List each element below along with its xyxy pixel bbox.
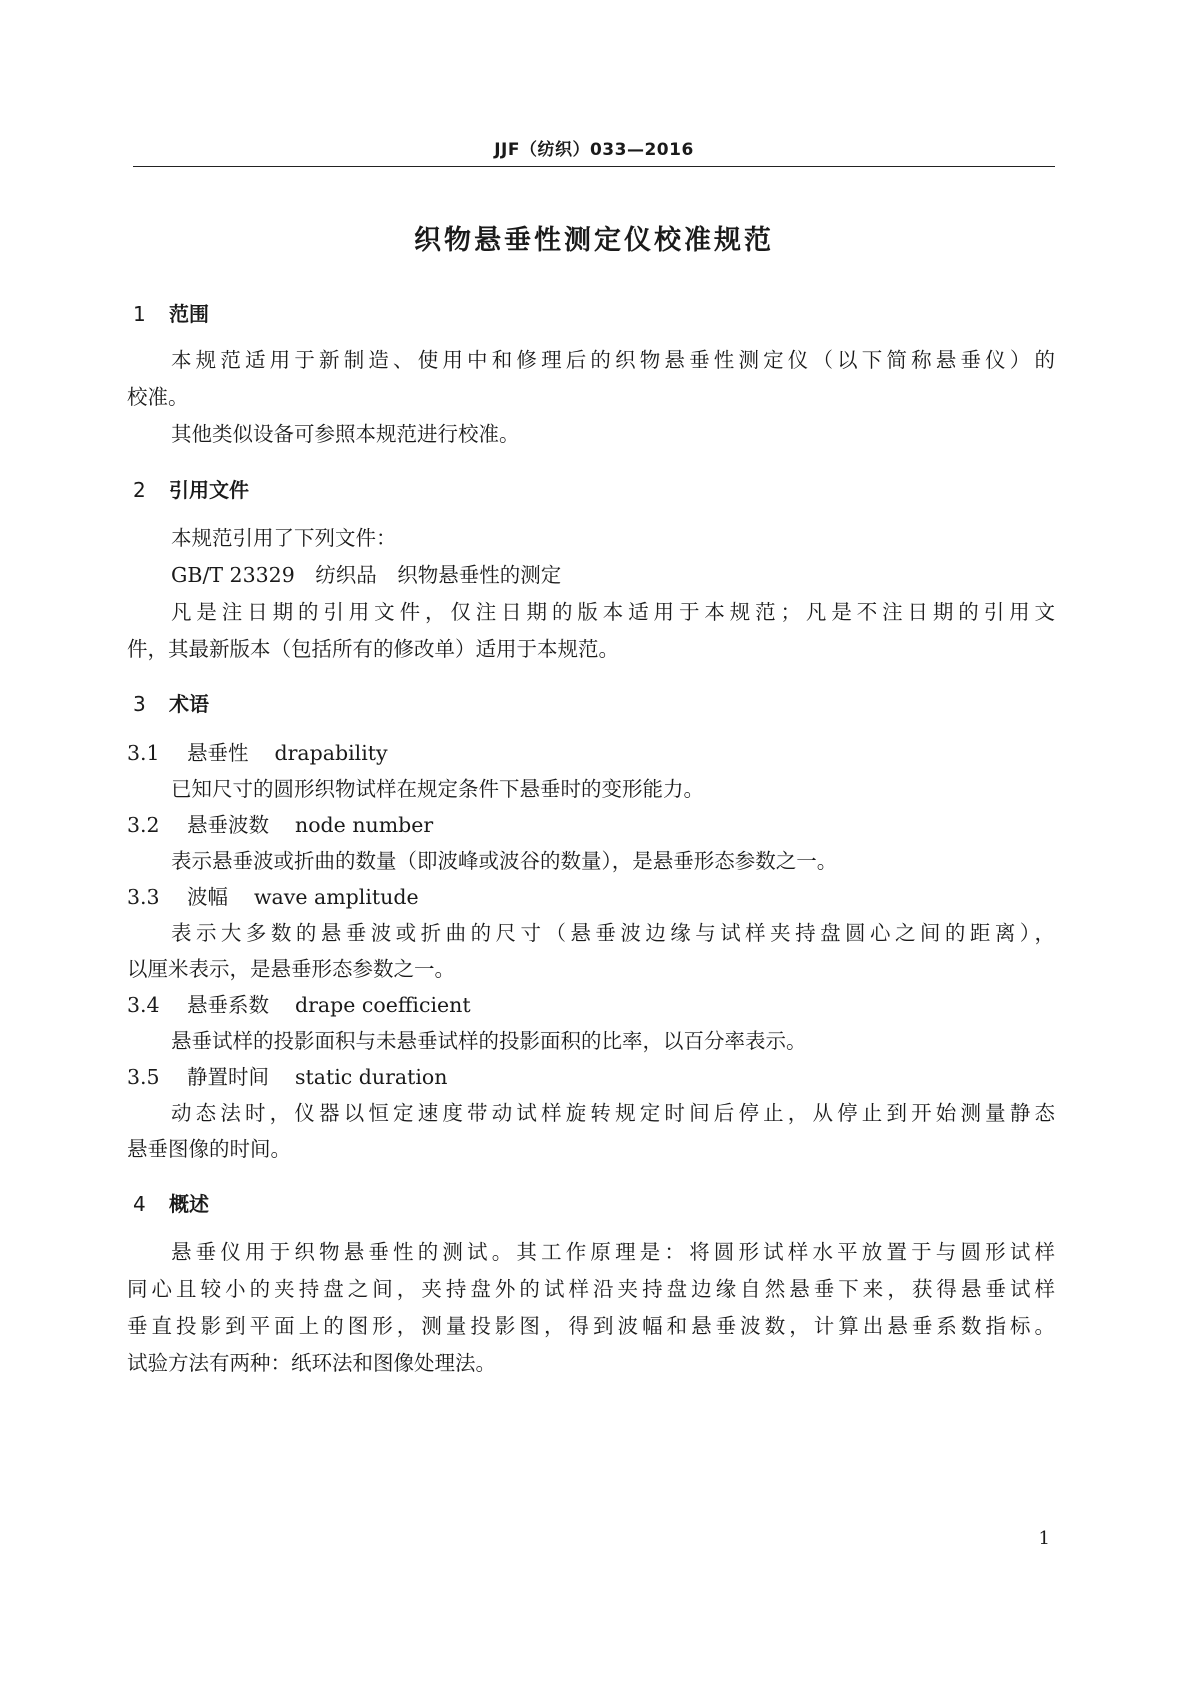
term-english: static duration — [295, 1065, 448, 1089]
section-title: 术语 — [169, 692, 209, 716]
header-divider — [133, 166, 1055, 167]
section-number: 4 — [133, 1192, 146, 1216]
term-english: wave amplitude — [254, 885, 419, 909]
section-number: 1 — [133, 302, 146, 326]
term-number: 3.3 — [127, 885, 160, 909]
term-definition: 动态法时，仪器以恒定速度带动试样旋转规定时间后停止，从停止到开始测量静态 — [171, 1101, 1055, 1125]
section-title: 范围 — [169, 302, 209, 326]
term-number: 3.2 — [127, 813, 160, 837]
term-3-1 — [127, 743, 388, 764]
section-title: 引用文件 — [169, 478, 249, 502]
term-3-5 — [127, 1067, 447, 1088]
section-title: 概述 — [169, 1192, 209, 1216]
term-definition: 悬垂试样的投影面积与未悬垂试样的投影面积的比率，以百分率表示。 — [171, 1029, 807, 1053]
paragraph-line: 其他类似设备可参照本规范进行校准。 — [171, 422, 520, 446]
section-number: 2 — [133, 478, 146, 502]
term-english: node number — [295, 813, 434, 837]
section-2-heading — [133, 474, 249, 503]
term-3-4 — [127, 995, 471, 1016]
term-number: 3.4 — [127, 993, 160, 1017]
term-definition: 以厘米表示，是悬垂形态参数之一。 — [127, 957, 455, 981]
term-definition: 悬垂图像的时间。 — [127, 1137, 291, 1161]
section-3-heading — [133, 688, 209, 717]
term-number: 3.1 — [127, 741, 160, 765]
paragraph-line: 本规范引用了下列文件： — [171, 526, 397, 550]
term-definition: 已知尺寸的圆形织物试样在规定条件下悬垂时的变形能力。 — [171, 777, 704, 801]
term-english: drapability — [274, 741, 388, 765]
paragraph-line: 垂直投影到平面上的图形，测量投影图，得到波幅和悬垂波数，计算出悬垂系数指标。 — [127, 1314, 1055, 1338]
section-1-heading — [133, 298, 209, 327]
paragraph-line: 悬垂仪用于织物悬垂性的测试。其工作原理是：将圆形试样水平放置于与圆形试样 — [171, 1240, 1055, 1264]
paragraph-line: 校准。 — [127, 385, 189, 409]
document-title: 织物悬垂性测定仪校准规范 — [414, 225, 774, 256]
term-chinese: 悬垂系数 — [187, 993, 269, 1017]
running-header: JJF（纺织）033—2016 — [494, 140, 694, 160]
paragraph-line: 试验方法有两种：纸环法和图像处理法。 — [127, 1351, 496, 1375]
term-definition: 表示悬垂波或折曲的数量（即波峰或波谷的数量），是悬垂形态参数之一。 — [171, 849, 838, 873]
term-english: drape coefficient — [295, 993, 471, 1017]
paragraph-line: 同心且较小的夹持盘之间，夹持盘外的试样沿夹持盘边缘自然悬垂下来，获得悬垂试样 — [127, 1277, 1055, 1301]
paragraph-line: 本规范适用于新制造、使用中和修理后的织物悬垂性测定仪（以下简称悬垂仪）的 — [171, 348, 1055, 372]
term-chinese: 静置时间 — [187, 1065, 269, 1089]
section-number: 3 — [133, 692, 146, 716]
term-3-3 — [127, 887, 419, 908]
paragraph-line: 凡是注日期的引用文件，仅注日期的版本适用于本规范；凡是不注日期的引用文 — [171, 600, 1055, 624]
section-4-heading — [133, 1188, 209, 1217]
term-3-2 — [127, 815, 433, 836]
paragraph-line: 件，其最新版本（包括所有的修改单）适用于本规范。 — [127, 637, 619, 661]
term-chinese: 悬垂性 — [187, 741, 249, 765]
reference-entry: GB/T 23329 纺织品 织物悬垂性的测定 — [171, 563, 562, 587]
term-chinese: 波幅 — [187, 885, 228, 909]
page-number: 1 — [1038, 1528, 1050, 1549]
term-number: 3.5 — [127, 1065, 160, 1089]
term-definition: 表示大多数的悬垂波或折曲的尺寸（悬垂波边缘与试样夹持盘圆心之间的距离）， — [171, 921, 1055, 945]
term-chinese: 悬垂波数 — [187, 813, 269, 837]
